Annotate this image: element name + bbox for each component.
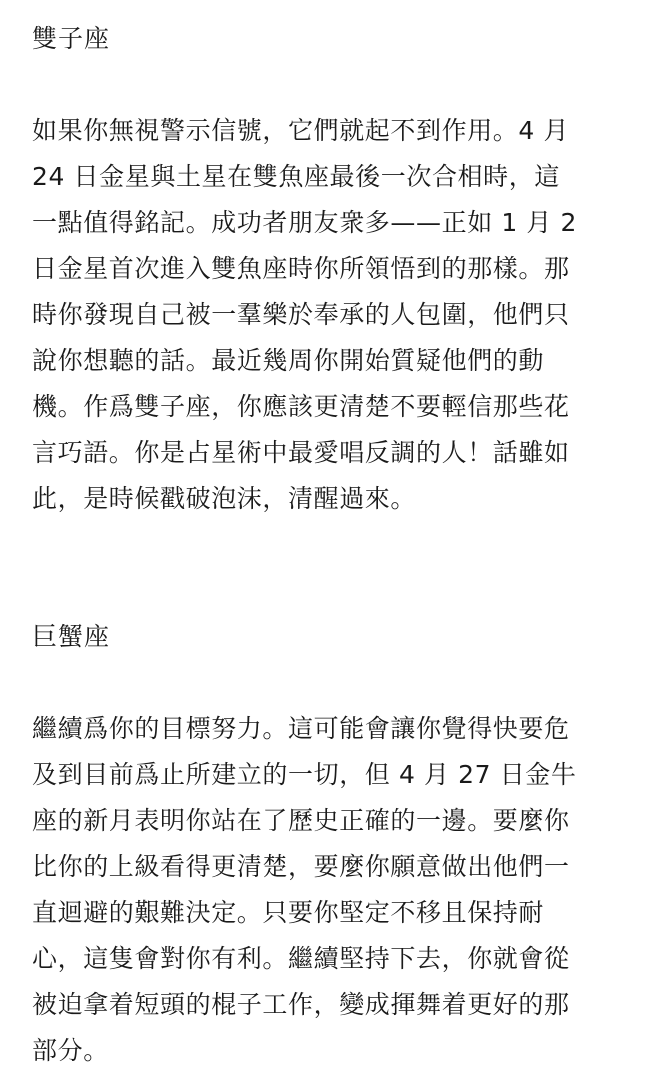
body-line: 說你想聽的話。最近幾周你開始質疑他們的動 (32, 346, 545, 375)
section-body-cancer (32, 706, 632, 1074)
horoscope-document (32, 16, 632, 1074)
section-title-gemini: 雙子座 (32, 24, 111, 53)
body-line: 言巧語。你是占星術中最愛唱反調的人！話雖如 (32, 438, 570, 467)
body-line: 直迴避的艱難決定。只要你堅定不移且保持耐 (32, 898, 545, 927)
body-line: 時你發現自己被一羣樂於奉承的人包圍，他們只 (32, 300, 570, 329)
section-body-gemini (32, 108, 632, 522)
body-line: 日金星首次進入雙魚座時你所領悟到的那樣。那 (32, 254, 570, 283)
body-line: 繼續爲你的目標努力。這可能會讓你覺得快要危 (32, 714, 570, 743)
body-line: 一點值得銘記。成功者朋友衆多——正如 1 月 2 (32, 208, 578, 237)
body-line: 部分。 (32, 1036, 109, 1065)
section-title-cancer: 巨蟹座 (32, 622, 111, 651)
body-line: 座的新月表明你站在了歷史正確的一邊。要麼你 (32, 806, 570, 835)
body-line: 機。作爲雙子座，你應該更清楚不要輕信那些花 (32, 392, 570, 421)
body-line: 24 日金星與土星在雙魚座最後一次合相時，這 (32, 162, 560, 191)
body-line: 被迫拿着短頭的棍子工作，變成揮舞着更好的那 (32, 990, 570, 1019)
body-line: 及到目前爲止所建立的一切，但 4 月 27 日金牛 (32, 760, 577, 789)
body-line: 比你的上級看得更清楚，要麼你願意做出他們一 (32, 852, 570, 881)
body-line: 如果你無視警示信號，它們就起不到作用。4 月 (32, 116, 570, 145)
body-line: 此，是時候戳破泡沫，清醒過來。 (32, 484, 417, 513)
body-line: 心，這隻會對你有利。繼續堅持下去，你就會從 (32, 944, 570, 973)
